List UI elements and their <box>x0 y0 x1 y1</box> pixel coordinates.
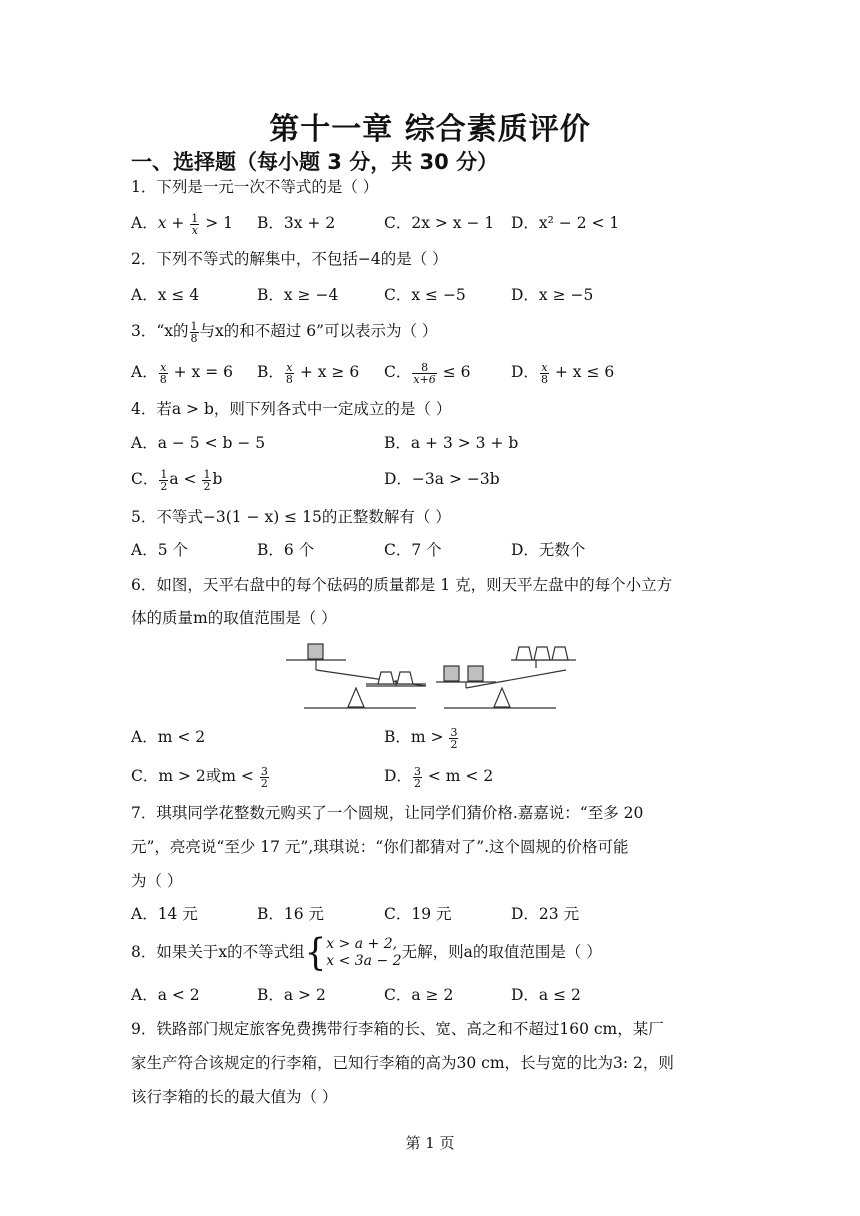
question-3-option-d: D． $\frac{x}{8}$ + x ≤ 6 <box>511 360 615 386</box>
question-2-stem: 2．下列不等式的解集中，不包括−4的是（ ） <box>131 250 448 268</box>
question-7-option-b: B．16 元 <box>257 905 325 923</box>
page-title: 第十一章 综合素质评价 <box>269 112 591 147</box>
cube-block <box>444 666 459 681</box>
question-7-option-a: A．14 元 <box>131 905 198 923</box>
question-1-stem: 1．下列是一元一次不等式的是（ ） <box>131 178 379 196</box>
question-8-option-a: A．a < 2 <box>131 986 200 1004</box>
question-1-option-d: D．x² − 2 < 1 <box>511 214 620 232</box>
question-9-line2: 家生产符合该规定的行李箱，已知行李箱的高为30 cm，长与宽的比为3: 2，则 <box>131 1054 674 1072</box>
right-balance <box>436 647 576 708</box>
brace-symbol: { <box>304 931 327 975</box>
question-7-line3: 为（ ） <box>131 872 183 890</box>
question-9-line3: 该行李箱的长的最大值为（ ） <box>131 1088 338 1106</box>
fulcrum <box>348 688 364 707</box>
question-5-option-b: B．6 个 <box>257 541 315 559</box>
weight-block <box>516 647 532 660</box>
question-2-option-c: C．x ≤ −5 <box>384 286 466 304</box>
page-number: 第 1 页 <box>405 1134 455 1152</box>
question-3-option-a: A． $\frac{x}{8}$ + x = 6 <box>131 360 233 386</box>
fulcrum <box>494 688 510 707</box>
left-balance <box>286 644 426 708</box>
question-9-line1: 9．铁路部门规定旅客免费携带行李箱的长、宽、高之和不超过160 cm，某厂 <box>131 1020 664 1038</box>
question-8-stem: 8．如果关于x的不等式组{ x > a + 2, x < 3a − 2 无解，则a的取值范围是（ ） <box>131 931 602 975</box>
question-4-option-b: B．a + 3 > 3 + b <box>384 434 519 452</box>
question-6-option-a: A．m < 2 <box>131 728 206 746</box>
cube-block <box>308 644 323 659</box>
question-2-option-a: A．x ≤ 4 <box>131 286 200 304</box>
question-5-option-a: A．5 个 <box>131 541 188 559</box>
question-6-stem-line1: 6．如图，天平右盘中的每个砝码的质量都是 1 克，则天平左盘中的每个小立方 <box>131 576 673 594</box>
question-1-option-a: A．x + $\frac{1}{x}$ > 1 <box>131 211 233 237</box>
question-2-option-b: B．x ≥ −4 <box>257 286 339 304</box>
question-6-stem-line2: 体的质量m的取值范围是（ ） <box>131 609 337 627</box>
question-8-option-d: D．a ≤ 2 <box>511 986 581 1004</box>
question-6-option-b: B．m > $\frac{3}{2}$ <box>384 725 458 751</box>
question-4-option-c: C． $\frac{1}{2}$ a < $\frac{1}{2}$ b <box>131 467 223 493</box>
question-3-stem: 3．“x的 $\frac{1}{8}$ 与x的和不超过 6”可以表示为（ ） <box>131 319 438 345</box>
question-8-option-b: B．a > 2 <box>257 986 326 1004</box>
question-6-option-d: D． $\frac{3}{2}$ < m < 2 <box>384 764 494 790</box>
weight-block <box>378 672 394 684</box>
weight-block <box>534 647 550 660</box>
question-1-option-b: B．3x + 2 <box>257 214 336 232</box>
section-heading: 一、选择题（每小题 3 分，共 30 分） <box>131 150 499 174</box>
question-7-option-c: C．19 元 <box>384 905 452 923</box>
cube-block <box>468 666 483 681</box>
question-5-option-d: D．无数个 <box>511 541 586 559</box>
question-3-option-c: C． $\frac{8}{x+6}$ ≤ 6 <box>384 360 471 386</box>
balance-scale-figure <box>286 640 576 714</box>
weight-block <box>397 672 413 684</box>
weight-block <box>552 647 568 660</box>
question-2-option-d: D．x ≥ −5 <box>511 286 594 304</box>
question-5-stem: 5．不等式−3(1 − x) ≤ 15的正整数解有（ ） <box>131 508 451 526</box>
question-4-stem: 4．若a > b，则下列各式中一定成立的是（ ） <box>131 400 452 418</box>
question-6-option-c: C．m > 2或m < $\frac{3}{2}$ <box>131 764 268 790</box>
question-8-option-c: C．a ≥ 2 <box>384 986 454 1004</box>
question-7-line1: 7．琪琪同学花整数元购买了一个圆规，让同学们猜价格.嘉嘉说：“至多 20 <box>131 804 644 822</box>
question-3-option-b: B． $\frac{x}{8}$ + x ≥ 6 <box>257 360 360 386</box>
question-1-option-c: C．2x > x − 1 <box>384 214 495 232</box>
question-7-option-d: D．23 元 <box>511 905 580 923</box>
question-7-line2: 元”，亮亮说“至少 17 元”,琪琪说：“你们都猜对了”.这个圆规的价格可能 <box>131 838 629 856</box>
question-5-option-c: C．7 个 <box>384 541 442 559</box>
question-4-option-d: D．−3a > −3b <box>384 470 500 488</box>
question-4-option-a: A．a − 5 < b − 5 <box>131 434 266 452</box>
